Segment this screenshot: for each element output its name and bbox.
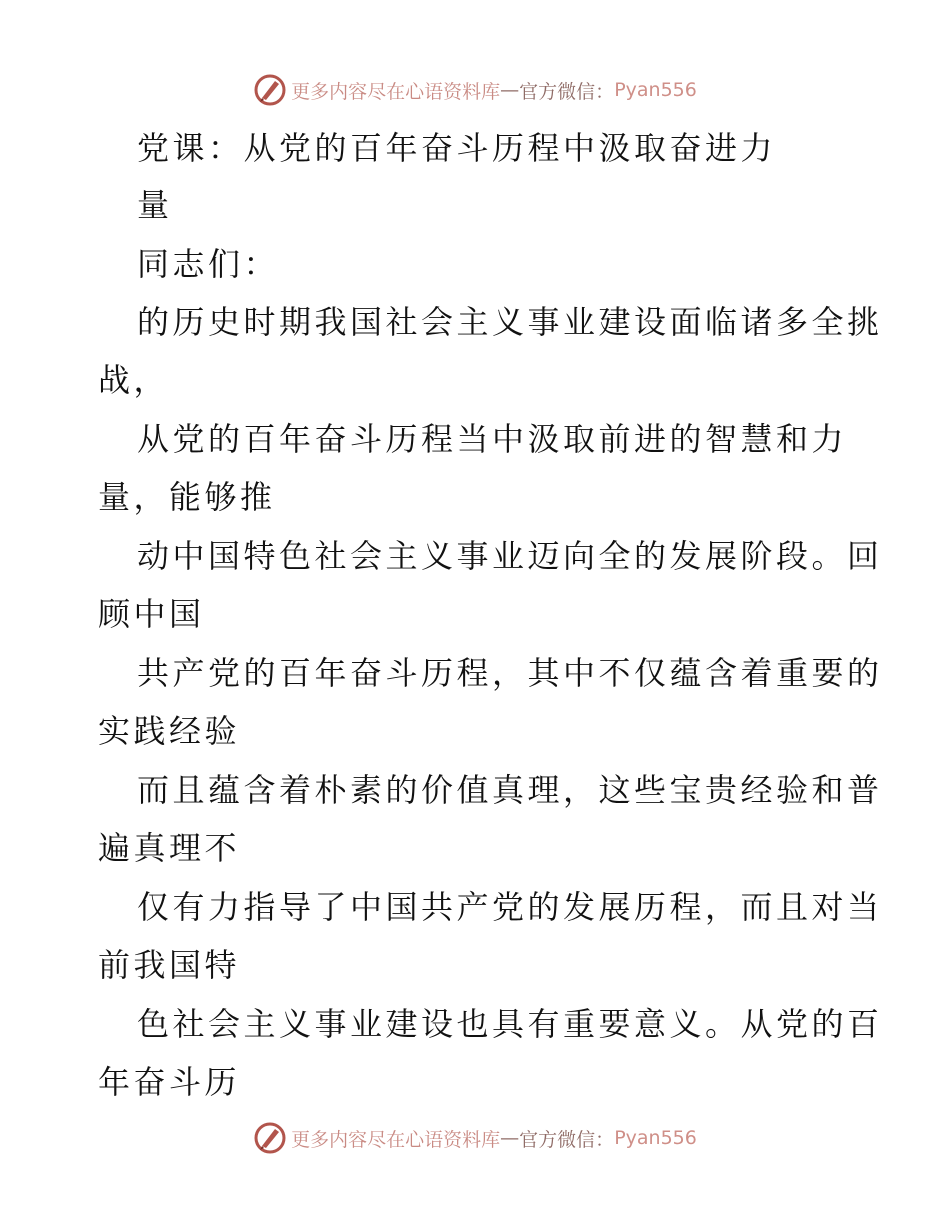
paragraph-line: 而且蕴含着朴素的价值真理，这些宝贵经验和普 <box>137 771 883 809</box>
watermark-dash: — <box>500 79 520 101</box>
watermark-main-text: 更多内容尽在心语资料库 <box>291 1128 501 1151</box>
quill-pen-logo-icon <box>253 73 287 107</box>
watermark-wechat-id: Pyan556 <box>614 1127 697 1149</box>
paragraph-line: 战， <box>98 361 170 399</box>
watermark-wechat-label: 官方微信： <box>519 80 615 103</box>
footer-watermark <box>0 1118 950 1158</box>
paragraph-line: 实践经验 <box>98 712 241 750</box>
watermark-wechat-label: 官方微信： <box>519 1128 615 1151</box>
paragraph-line: 量，能够推 <box>98 478 276 516</box>
document-title-line-1: 党课：从党的百年奋斗历程中汲取奋进力 <box>137 129 777 167</box>
paragraph-line: 动中国特色社会主义事业迈向全的发展阶段。回 <box>137 537 883 575</box>
paragraph-line: 顾中国 <box>98 595 205 633</box>
watermark-wechat-id: Pyan556 <box>614 79 697 101</box>
salutation: 同志们： <box>137 245 280 283</box>
paragraph-line: 前我国特 <box>98 946 241 984</box>
paragraph-line: 从党的百年奋斗历程当中汲取前进的智慧和力 <box>137 420 848 458</box>
paragraph-line: 的历史时期我国社会主义事业建设面临诸多全挑 <box>137 303 883 341</box>
header-watermark <box>0 70 950 110</box>
document-title-line-2: 量 <box>137 186 173 224</box>
watermark-dash: — <box>500 1127 520 1149</box>
quill-pen-logo-icon <box>253 1121 287 1155</box>
paragraph-line: 年奋斗历 <box>98 1063 241 1101</box>
paragraph-line: 共产党的百年奋斗历程，其中不仅蕴含着重要的 <box>137 654 883 692</box>
paragraph-line: 仅有力指导了中国共产党的发展历程，而且对当 <box>137 888 883 926</box>
watermark-main-text: 更多内容尽在心语资料库 <box>291 80 501 103</box>
paragraph-line: 遍真理不 <box>98 829 241 867</box>
paragraph-line: 色社会主义事业建设也具有重要意义。从党的百 <box>137 1005 883 1043</box>
